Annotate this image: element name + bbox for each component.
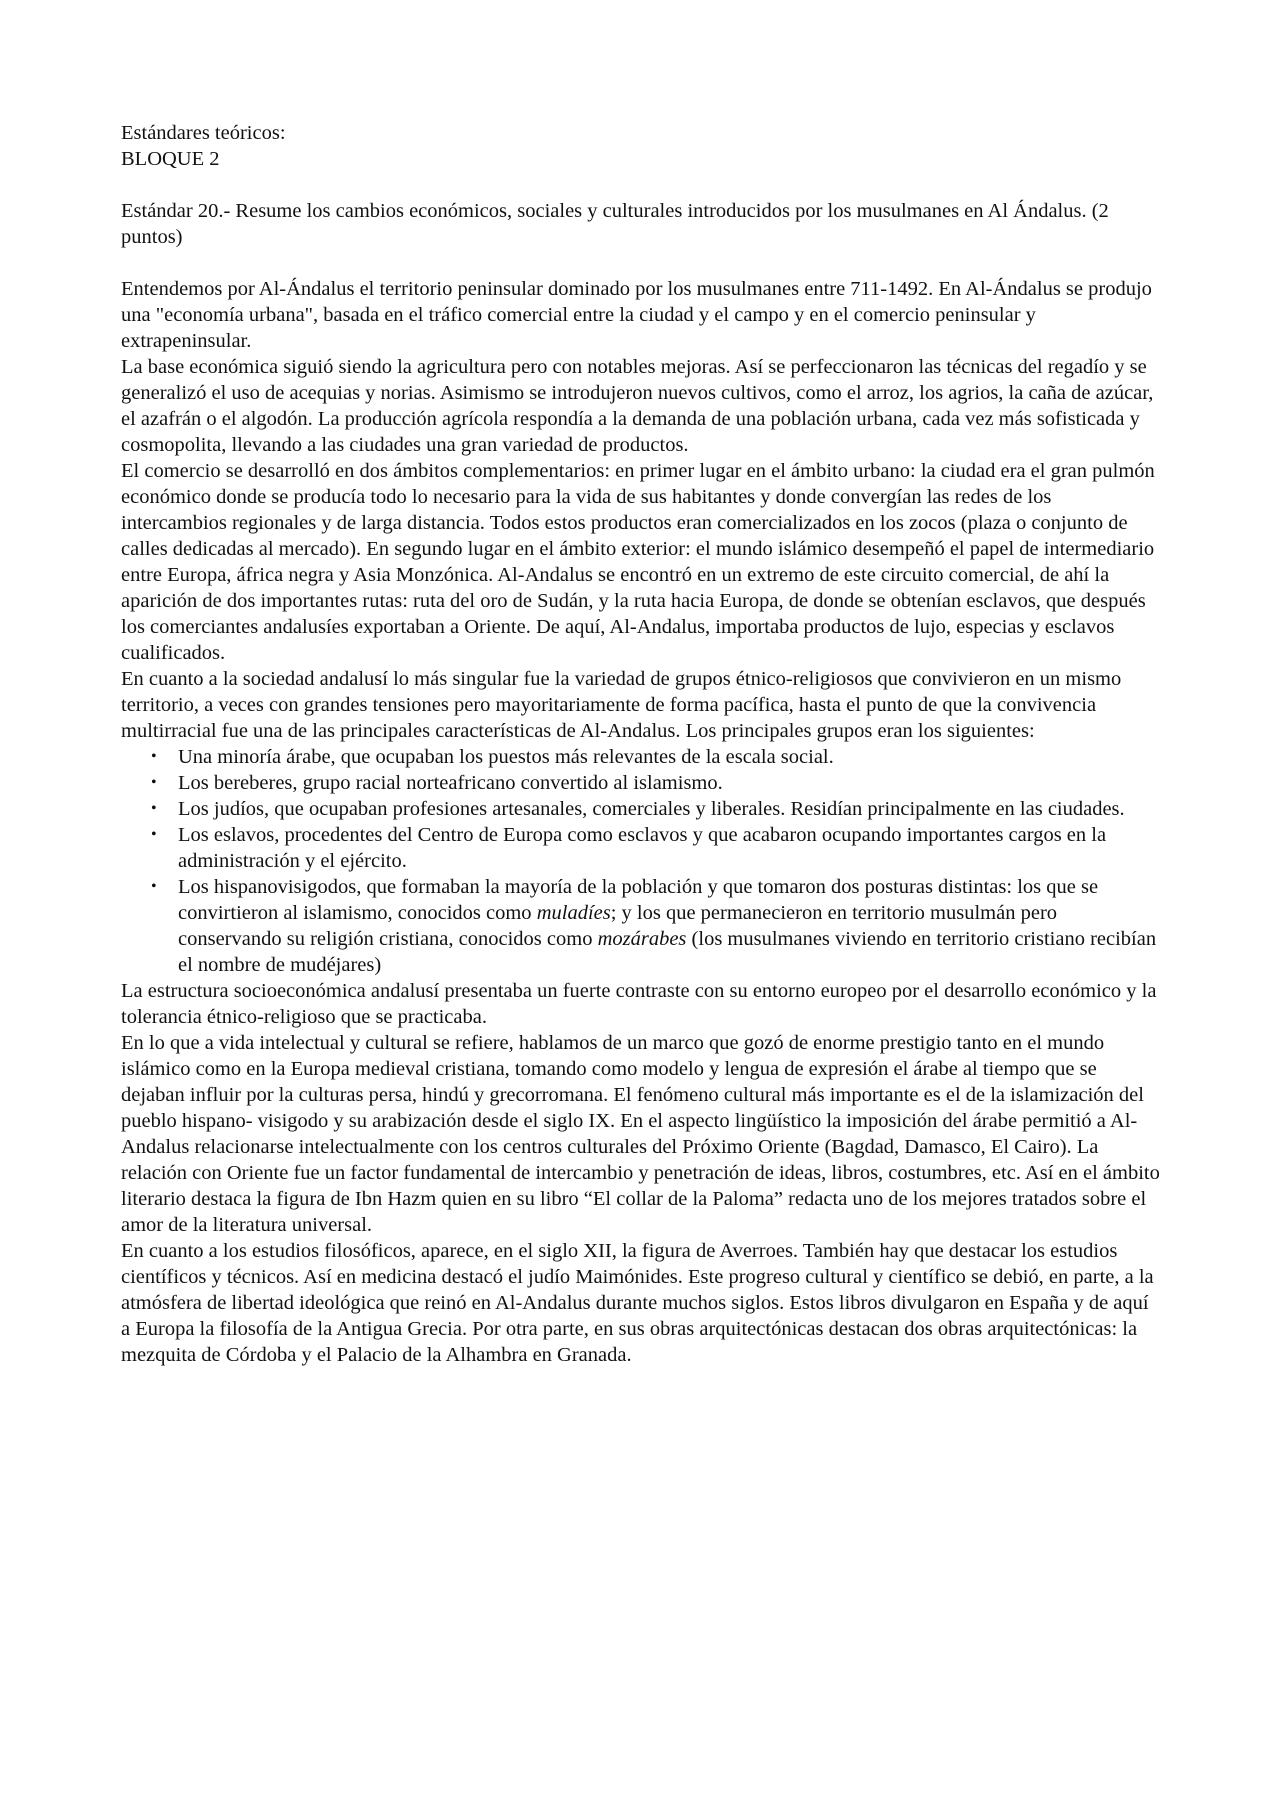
group-text: Los hispanovisigodos, que formaban la mayoría de la población y que tomaron dos posturas distintas: los que se convirtieron al islamismo, conocidos como [178, 876, 1099, 924]
standard-title: Estándar 20.- Resume los cambios económicos, sociales y culturales introducidos por los musulmanes en Al Ándalus. (2 puntos) [121, 200, 1109, 248]
list-item: • Una minoría árabe, que ocupaban los puestos más relevantes de la escala social. [178, 744, 1160, 770]
list-item [178, 874, 1160, 978]
list-item: • Los eslavos, procedentes del Centro de Europa como esclavos y que acabaron ocupando importantes cargos en la administración y el ejército. [178, 822, 1160, 874]
paragraph-culture: En lo que a vida intelectual y cultural se refiere, hablamos de un marco que gozó de enorme prestigio tanto en el mundo islámico como en la Europa medieval cristiana, tomando como modelo y lengua de expresión el árabe al tiempo que se dejaban influir por la culturas persa, hindú y grecorromana. El fenómeno cultural más importante es el de la islamización del pueblo hispano- visigodo y su arabización desde el siglo IX. En el aspecto lingüístico la imposición del árabe permitió a Al-Andalus relacionarse intelectualmente con los centros culturales del Próximo Oriente (Bagdad, Damasco, El Cairo). La relación con Oriente fue un factor fundamental de intercambio y penetración de ideas, libros, costumbres, etc. Así en el ámbito literario destaca la figura de Ibn Hazm quien en su libro “El collar de la Paloma” redacta uno de los mejores tratados sobre el amor de la literatura universal. [121, 1032, 1160, 1236]
term-mozarabes: mozárabes [597, 928, 687, 950]
paragraph-commerce: El comercio se desarrolló en dos ámbitos complementarios: en primer lugar en el ámbito urbano: la ciudad era el gran pulmón económico donde se producía todo lo necesario para la vida de sus habitantes y donde convergían las redes de los intercambios regionales y de larga distancia. Todos estos productos eran comercializados en los zocos (plaza o conjunto de calles dedicadas al mercado). En segundo lugar en el ámbito exterior: el mundo islámico desempeñó el papel de intermediario entre Europa, áfrica negra y Asia Monzónica. Al-Andalus se encontró en un extremo de este circuito comercial, de ahí la aparición de dos importantes rutas: ruta del oro de Sudán, y la ruta hacia Europa, de donde se obtenían esclavos, que después los comerciantes andalusíes exportaban a Oriente. De aquí, Al-Andalus, importaba productos de lujo, especias y esclavos cualificados. [121, 460, 1155, 664]
header-block-title: BLOQUE 2 [121, 148, 220, 170]
list-item: • Los judíos, que ocupaban profesiones artesanales, comerciales y liberales. Residían principalmente en las ciudades. [178, 796, 1160, 822]
paragraph-socioeconomic: La estructura socioeconómica andalusí presentaba un fuerte contraste con su entorno europeo por el desarrollo económico y la tolerancia étnico-religioso que se practicaba. [121, 980, 1157, 1028]
paragraph-philosophy: En cuanto a los estudios filosóficos, aparece, en el siglo XII, la figura de Averroes. También hay que destacar los estudios científicos y técnicos. Así en medicina destacó el judío Maimónides. Este progreso cultural y científico se debió, en parte, a la atmósfera de libertad ideológica que reinó en Al-Andalus durante muchos siglos. Estos libros divulgaron en España y de aquí a Europa la filosofía de la Antigua Grecia. Por otra parte, en sus obras arquitectónicas destacan dos obras arquitectónicas: la mezquita de Córdoba y el Palacio de la Alhambra en Granada. [121, 1240, 1154, 1366]
group-text: (los musulmanes viviendo en territorio cristiano recibían el nombre de mudéjares) [178, 928, 1157, 976]
paragraph-agriculture: La base económica siguió siendo la agricultura pero con notables mejoras. Así se perfeccionaron las técnicas del regadío y se generalizó el uso de acequias y norias. Asimismo se introdujeron nuevos cultivos, como el arroz, los agrios, la caña de azúcar, el azafrán o el algodón. La producción agrícola respondía a la demanda de una población urbana, cada vez más sofisticada y cosmopolita, llevando a las ciudades una gran variedad de productos. [121, 356, 1154, 456]
spacer [121, 250, 1160, 276]
header-line-1: Estándares teóricos: [121, 122, 286, 144]
paragraph-society: En cuanto a la sociedad andalusí lo más singular fue la variedad de grupos étnico-religiosos que convivieron en un mismo territorio, a veces con grandes tensiones pero mayoritariamente de forma pacífica, hasta el punto de que la convivencia multirracial fue una de las principales características de Al-Andalus. Los principales grupos eran los siguientes: [121, 668, 1122, 742]
group-text: ; y los que permanecieron en territorio musulmán pero conservando su religión cristiana, conocidos como [178, 902, 1058, 950]
spacer [121, 172, 1160, 198]
list-item: • Los bereberes, grupo racial norteafricano convertido al islamismo. [178, 770, 1160, 796]
social-groups-list [121, 744, 1160, 978]
term-muladies: muladíes [536, 902, 611, 924]
paragraph-introduction: Entendemos por Al-Ándalus el territorio peninsular dominado por los musulmanes entre 711-1492. En Al-Ándalus se produjo una "economía urbana", basada en el tráfico comercial entre la ciudad y el campo y en el comercio peninsular y extrapeninsular. [121, 278, 1152, 352]
